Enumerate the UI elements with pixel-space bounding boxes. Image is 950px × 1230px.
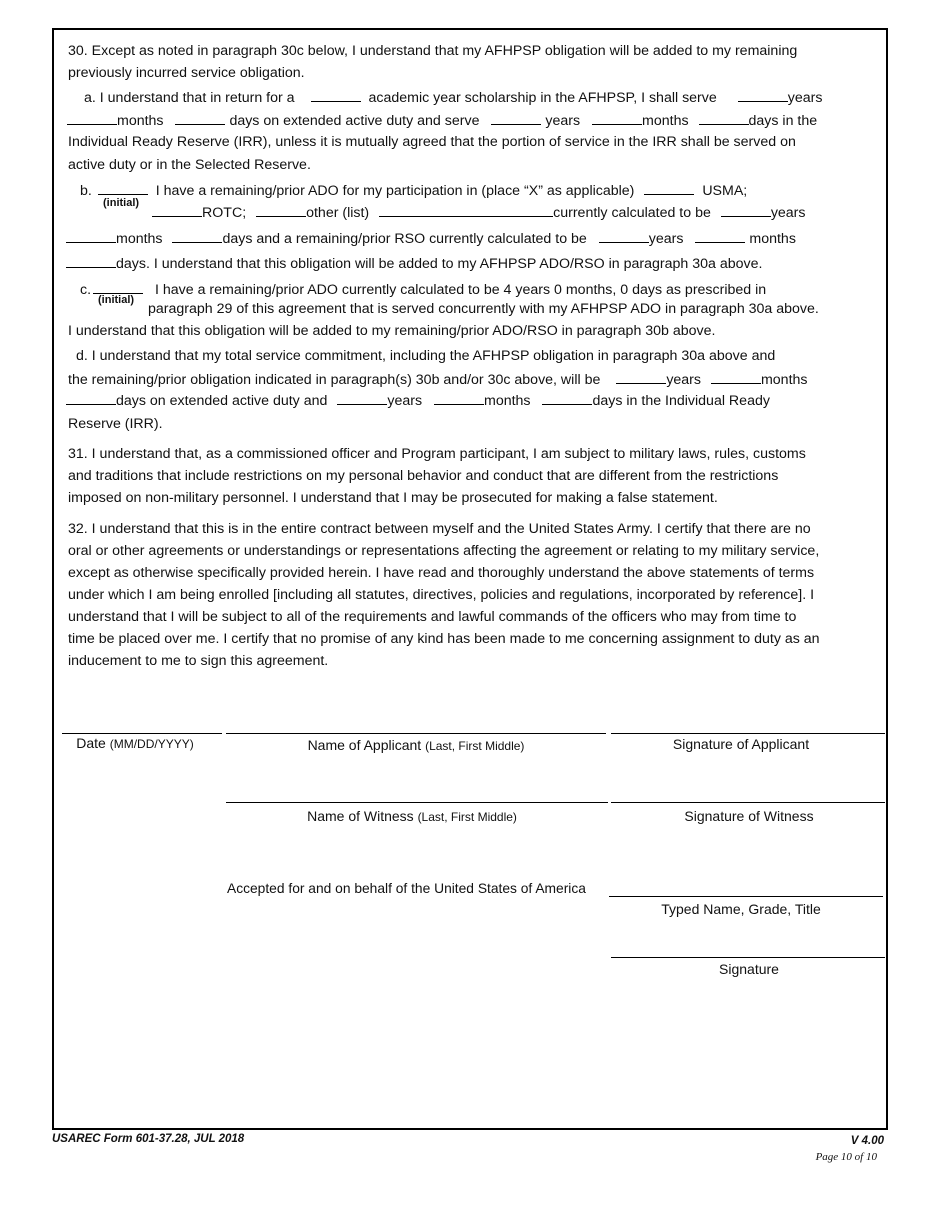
scholarship-years-field[interactable] bbox=[311, 88, 361, 102]
p30c-line-2: paragraph 29 of this agreement that is served concurrently with my AFHPSP ADO in paragraph 30a above. bbox=[148, 301, 819, 317]
p30a-text: academic year scholarship in the AFHPSP, I shall serve bbox=[368, 90, 717, 106]
p30b-initial-label: (initial) bbox=[103, 197, 140, 209]
p30a-text: months bbox=[642, 113, 689, 129]
p30a-line-3: Individual Ready Reserve (IRR), unless it is mutually agreed that the portion of service in the IRR shall be served on bbox=[68, 134, 796, 150]
p30-intro-line-2: previously incurred service obligation. bbox=[68, 65, 305, 81]
form-version: V 4.00 bbox=[850, 1135, 884, 1147]
p30b-text: months bbox=[116, 231, 163, 247]
p30d-line-2 bbox=[68, 370, 808, 389]
typed-name-line[interactable] bbox=[609, 896, 883, 897]
p30b-line-4 bbox=[66, 254, 762, 273]
prior-rso-years-field[interactable] bbox=[599, 229, 649, 243]
typed-name-label: Typed Name, Grade, Title bbox=[661, 901, 821, 917]
p30b-text: other (list) bbox=[306, 205, 370, 221]
p30d-text: days in the Individual Ready bbox=[592, 393, 770, 409]
p30b-text: years bbox=[648, 231, 684, 247]
witness-signature-line[interactable] bbox=[611, 802, 885, 803]
usma-mark-field[interactable] bbox=[644, 181, 694, 195]
p30b-text: days and a remaining/prior RSO currently calculated to be bbox=[222, 231, 587, 247]
p30b-letter: b. bbox=[80, 183, 92, 199]
witness-name-hint: (Last, First Middle) bbox=[417, 810, 517, 824]
p30d-line-4: Reserve (IRR). bbox=[68, 416, 163, 432]
ado-days-field[interactable] bbox=[175, 111, 225, 125]
other-mark-field[interactable] bbox=[256, 203, 306, 217]
p30b-text: ROTC; bbox=[202, 205, 247, 221]
accepted-text: Accepted for and on behalf of the United States of America bbox=[227, 881, 586, 896]
p30d-text: months bbox=[484, 393, 531, 409]
p32-line-4: under which I am being enrolled [including all statutes, directives, policies and regulations, incorporated by reference]. I bbox=[68, 587, 815, 603]
prior-ado-years-field[interactable] bbox=[721, 203, 771, 217]
p30b-text: days. I understand that this obligation will be added to my AFHPSP ADO/RSO in paragraph 30a above. bbox=[116, 256, 763, 272]
total-ado-days-field[interactable] bbox=[66, 391, 116, 405]
official-signature-line[interactable] bbox=[611, 957, 885, 958]
p30b-text: I have a remaining/prior ADO for my participation in (place “X” as applicable) bbox=[155, 183, 635, 199]
form-id: USAREC Form 601-37.28, JUL 2018 bbox=[52, 1133, 245, 1145]
ado-months-field[interactable] bbox=[67, 111, 117, 125]
p30b-initial-field[interactable] bbox=[98, 181, 148, 195]
irr-days-field[interactable] bbox=[699, 111, 749, 125]
p32-line-5: understand that I will be subject to all of the requirements and lawful commands of the officers who may from time to bbox=[68, 609, 797, 625]
p31-line-1: 31. I understand that, as a commissioned officer and Program participant, I am subject to military laws, rules, customs bbox=[68, 446, 806, 462]
p30c-line-1 bbox=[80, 280, 766, 299]
irr-years-field[interactable] bbox=[491, 111, 541, 125]
p30a-text: a. I understand that in return for a bbox=[84, 90, 295, 106]
other-list-field[interactable] bbox=[379, 203, 553, 217]
applicant-name-label: Name of Applicant bbox=[307, 737, 422, 753]
p30d-line-1: d. I understand that my total service commitment, including the AFHPSP obligation in paragraph 30a above and bbox=[76, 348, 776, 364]
applicant-signature-label: Signature of Applicant bbox=[672, 736, 810, 752]
p30a-text: days on extended active duty and serve bbox=[229, 113, 480, 129]
applicant-name-hint: (Last, First Middle) bbox=[425, 739, 525, 753]
witness-name-caption bbox=[226, 808, 598, 824]
date-caption bbox=[62, 735, 208, 751]
p30d-line-3 bbox=[66, 391, 770, 410]
witness-signature-label: Signature of Witness bbox=[684, 808, 814, 824]
p30a-line-2 bbox=[67, 111, 817, 130]
p32-line-3: except as otherwise specifically provided herein. I have read and thoroughly understand the above statements of terms bbox=[68, 565, 815, 581]
p30c-initial-label: (initial) bbox=[98, 294, 135, 306]
p30b-line-3 bbox=[66, 229, 796, 248]
prior-rso-days-field[interactable] bbox=[66, 254, 116, 268]
p32-line-2: oral or other agreements or understandings or representations affecting the agreement or relating to my military service, bbox=[68, 543, 820, 559]
applicant-signature-line[interactable] bbox=[611, 733, 885, 734]
p30c-initial-field[interactable] bbox=[93, 280, 143, 294]
applicant-name-line[interactable] bbox=[226, 733, 606, 734]
p30c-letter: c. bbox=[80, 282, 92, 298]
p30b-text: currently calculated to be bbox=[553, 205, 711, 221]
p30a-text: months bbox=[117, 113, 164, 129]
witness-name-line[interactable] bbox=[226, 802, 608, 803]
total-ado-years-field[interactable] bbox=[616, 370, 666, 384]
prior-ado-days-field[interactable] bbox=[172, 229, 222, 243]
p31-line-3: imposed on non-military personnel. I understand that I may be prosecuted for making a false statement. bbox=[68, 490, 718, 506]
witness-name-label: Name of Witness bbox=[307, 808, 414, 824]
prior-rso-months-field[interactable] bbox=[695, 229, 745, 243]
p30a-line-1 bbox=[84, 88, 822, 107]
p30-intro-line-1: 30. Except as noted in paragraph 30c below, I understand that my AFHPSP obligation will be added to my remaining bbox=[68, 43, 798, 59]
p30b-text: years bbox=[770, 205, 806, 221]
p30d-text: days on extended active duty and bbox=[116, 393, 328, 409]
prior-ado-months-field[interactable] bbox=[66, 229, 116, 243]
p30b-text: USMA; bbox=[702, 183, 748, 199]
total-irr-years-field[interactable] bbox=[337, 391, 387, 405]
date-line[interactable] bbox=[62, 733, 222, 734]
p30d-text: years bbox=[666, 372, 702, 388]
p30b-text: months bbox=[749, 231, 796, 247]
p32-line-1: 32. I understand that this is in the entire contract between myself and the United States Army. I certify that there are no bbox=[68, 521, 811, 537]
p30a-text: days in the bbox=[748, 113, 818, 129]
page-number: Page 10 of 10 bbox=[815, 1151, 877, 1163]
p32-line-6: time be placed over me. I certify that no promise of any kind has been made to me concerning assignment to duty as an bbox=[68, 631, 820, 647]
p30c-text: I have a remaining/prior ADO currently calculated to be 4 years 0 months, 0 days as prescribed in bbox=[155, 282, 767, 298]
p30d-text: months bbox=[760, 372, 808, 388]
applicant-name-caption bbox=[226, 737, 606, 753]
date-hint: (MM/DD/YYYY) bbox=[109, 737, 194, 751]
total-irr-days-field[interactable] bbox=[542, 391, 592, 405]
p30a-text: years bbox=[545, 113, 581, 129]
p30d-text: the remaining/prior obligation indicated in paragraph(s) 30b and/or 30c above, will be bbox=[68, 372, 601, 388]
official-signature-label: Signature bbox=[719, 961, 779, 977]
p30a-text: years bbox=[787, 90, 823, 106]
rotc-mark-field[interactable] bbox=[152, 203, 202, 217]
p30c-line-3: I understand that this obligation will be added to my remaining/prior ADO/RSO in paragraph 30b above. bbox=[68, 323, 716, 339]
irr-months-field[interactable] bbox=[592, 111, 642, 125]
p31-line-2: and traditions that include restrictions on my personal behavior and conduct that are different from the restrictions bbox=[68, 468, 779, 484]
ado-years-field[interactable] bbox=[738, 88, 788, 102]
p30b-line-2 bbox=[152, 203, 806, 222]
p32-line-7: inducement to me to sign this agreement. bbox=[68, 653, 329, 669]
date-label: Date bbox=[76, 735, 106, 751]
p30a-line-4: active duty or in the Selected Reserve. bbox=[68, 157, 311, 173]
total-irr-months-field[interactable] bbox=[434, 391, 484, 405]
p30b-line-1 bbox=[80, 181, 747, 200]
total-ado-months-field[interactable] bbox=[711, 370, 761, 384]
p30d-text: years bbox=[387, 393, 423, 409]
